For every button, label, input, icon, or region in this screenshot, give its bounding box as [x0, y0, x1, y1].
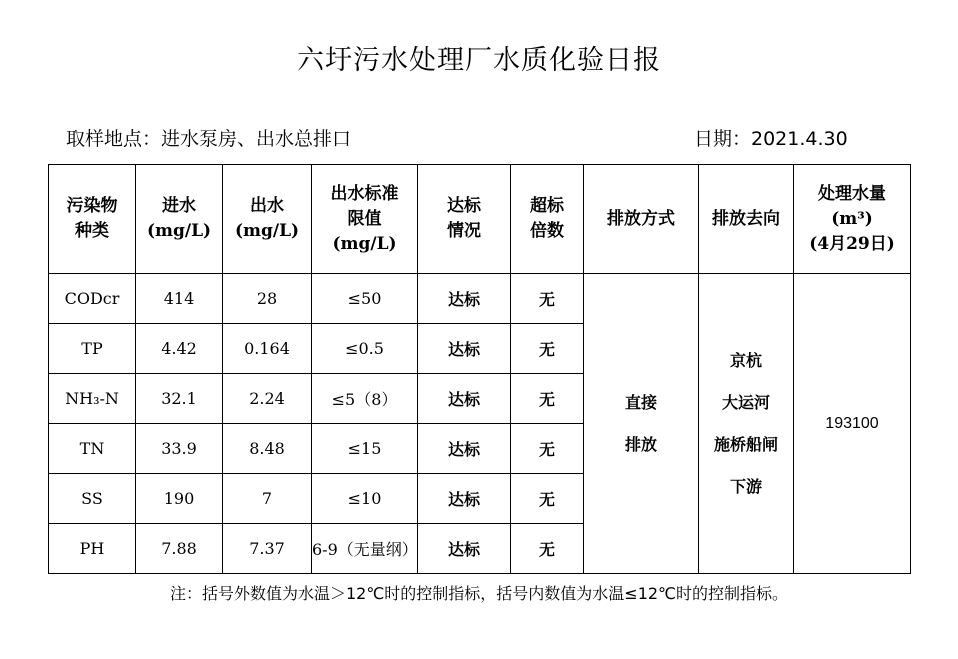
- outflow-cell: 2.24: [223, 374, 312, 424]
- header-row: [49, 165, 911, 274]
- discharge-method-cell: 直接 排放: [584, 274, 699, 574]
- limit-cell: ≤50: [312, 274, 418, 324]
- status-cell: 达标: [418, 274, 511, 324]
- inflow-cell: 7.88: [136, 524, 223, 574]
- water-quality-table: [48, 164, 911, 574]
- pollutant-cell: CODcr: [49, 274, 136, 324]
- pollutant-cell: NH₃-N: [49, 374, 136, 424]
- header-volume: 处理水量 (m³) (4月29日): [794, 165, 911, 274]
- limit-cell: 6-9（无量纲）: [312, 524, 418, 574]
- discharge-dest-cell: 京杭 大运河 施桥船闸 下游: [699, 274, 794, 574]
- report-date: 日期：2021.4.30: [694, 128, 848, 150]
- inflow-cell: 4.42: [136, 324, 223, 374]
- status-cell: 达标: [418, 324, 511, 374]
- limit-cell: ≤5（8）: [312, 374, 418, 424]
- outflow-cell: 7.37: [223, 524, 312, 574]
- volume-cell: 193100: [794, 274, 911, 574]
- outflow-cell: 28: [223, 274, 312, 324]
- status-cell: 达标: [418, 374, 511, 424]
- status-cell: 达标: [418, 424, 511, 474]
- outflow-cell: 7: [223, 474, 312, 524]
- pollutant-cell: PH: [49, 524, 136, 574]
- inflow-cell: 414: [136, 274, 223, 324]
- inflow-cell: 32.1: [136, 374, 223, 424]
- exceed-cell: 无: [511, 374, 584, 424]
- exceed-cell: 无: [511, 274, 584, 324]
- outflow-cell: 0.164: [223, 324, 312, 374]
- status-cell: 达标: [418, 524, 511, 574]
- pollutant-cell: TP: [49, 324, 136, 374]
- pollutant-cell: TN: [49, 424, 136, 474]
- sampling-location: 取样地点：进水泵房、出水总排口: [66, 128, 352, 150]
- header-compliance: 达标 情况: [418, 165, 511, 274]
- header-exceed: 超标 倍数: [511, 165, 584, 274]
- header-discharge-dest: 排放去向: [699, 165, 794, 274]
- header-outflow: 出水 (mg/L): [223, 165, 312, 274]
- inflow-cell: 33.9: [136, 424, 223, 474]
- outflow-cell: 8.48: [223, 424, 312, 474]
- header-inflow: 进水 (mg/L): [136, 165, 223, 274]
- header-limit: 出水标准 限值 (mg/L): [312, 165, 418, 274]
- pollutant-cell: SS: [49, 474, 136, 524]
- header-pollutant: 污染物 种类: [49, 165, 136, 274]
- limit-cell: ≤15: [312, 424, 418, 474]
- limit-cell: ≤10: [312, 474, 418, 524]
- footnote: 注：括号外数值为水温＞12℃时的控制指标，括号内数值为水温≤12℃时的控制指标。: [169, 584, 789, 603]
- exceed-cell: 无: [511, 324, 584, 374]
- exceed-cell: 无: [511, 424, 584, 474]
- header-discharge-method: 排放方式: [584, 165, 699, 274]
- status-cell: 达标: [418, 474, 511, 524]
- exceed-cell: 无: [511, 474, 584, 524]
- limit-cell: ≤0.5: [312, 324, 418, 374]
- table-row: [49, 274, 911, 324]
- report-title: 六圩污水处理厂水质化验日报: [297, 45, 661, 76]
- inflow-cell: 190: [136, 474, 223, 524]
- exceed-cell: 无: [511, 524, 584, 574]
